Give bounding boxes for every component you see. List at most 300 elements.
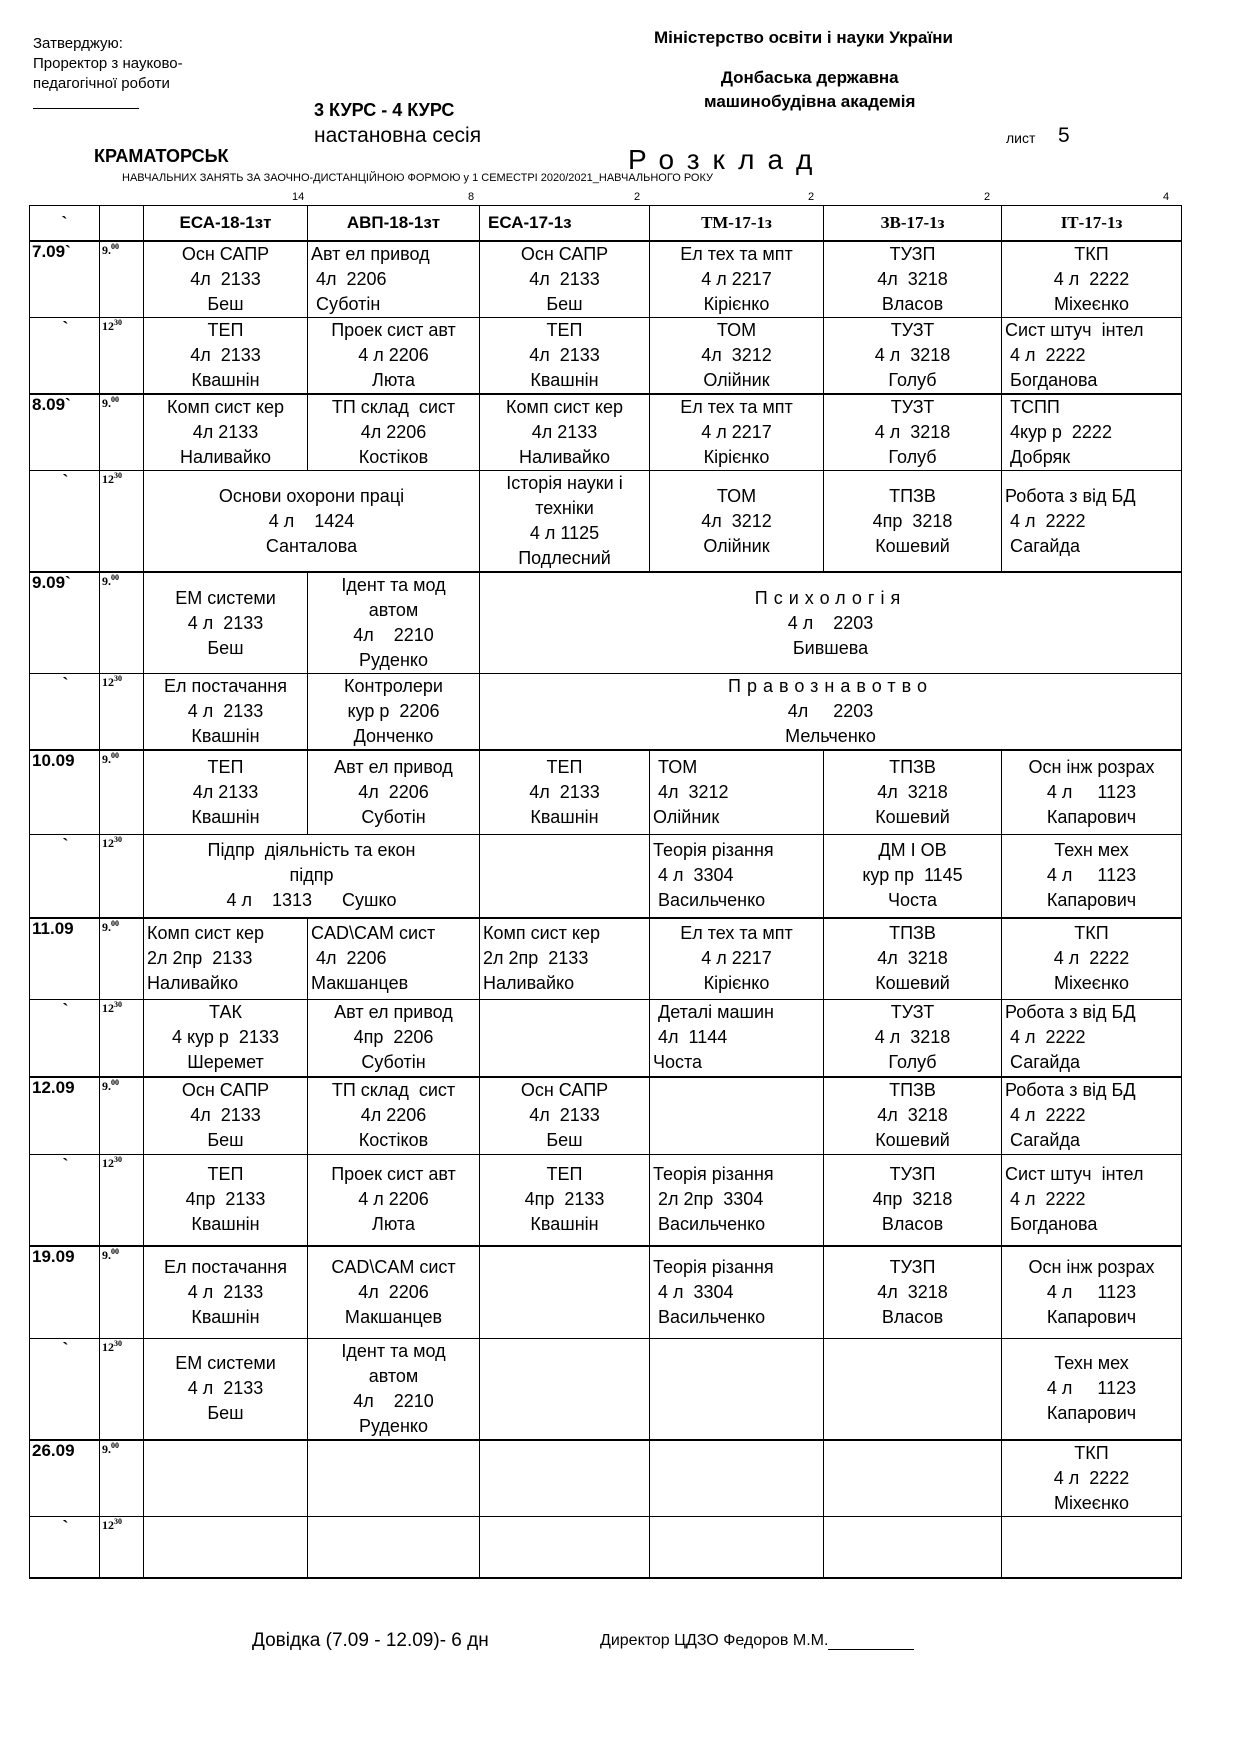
class-line: Комп сист кер [166,397,285,417]
class-line: Подлесний [518,548,611,568]
class-cell [480,918,650,999]
class-line: Васильченко [653,890,766,911]
time-hour: 9. [102,396,111,410]
class-line: Техн мех [1054,1353,1129,1373]
class-cell [1002,999,1182,1077]
class-cell [308,750,480,834]
class-line: Ел постачання [164,1256,287,1277]
class-line: 4 л 2133 [187,612,264,633]
student-count: 4 [1163,191,1170,203]
class-line: 4л 2206 [311,269,387,289]
class-cell [144,318,308,395]
class-line: Осн САПР [181,1080,270,1101]
class-line: Сагайда [1005,535,1080,556]
merged-class-cell [144,471,480,573]
merged-class-cell [480,674,1182,751]
class-cell [480,394,650,471]
class-cell [480,999,650,1077]
time-minutes: 00 [111,1078,119,1087]
class-line: 4пр 3218 [872,1189,953,1210]
date-cell: ` [30,1516,100,1578]
class-cell [1002,394,1182,471]
header-time-cell [100,206,144,242]
class-line: 4л 3218 [877,269,948,289]
class-cell [308,1154,480,1246]
class-cell [144,572,308,674]
class-line: 4л 3212 [701,345,772,365]
time-minutes: 00 [111,1247,119,1256]
class-line: 4 л 1125 [529,523,600,543]
class-line: ТКП [1074,1442,1109,1463]
class-line: Теорія різання [653,840,774,861]
approval-signature-line [33,108,139,109]
class-line: Суботін [361,806,426,827]
class-line: ТОМ [716,320,757,340]
class-line: 4 л 1123 [1046,1378,1137,1398]
time-minutes: 00 [111,919,119,928]
class-line: 4 л 2222 [1053,948,1130,969]
time-hour: 9. [102,920,111,934]
class-cell [1002,1246,1182,1338]
time-minutes: 00 [111,242,119,251]
class-line: Квашнін [191,726,260,746]
class-line: Ел постачання [164,676,287,696]
class-line: автом [368,1365,419,1386]
class-line: Робота з від БД [1005,485,1136,506]
class-line: Макшанцев [344,1306,443,1327]
time-hour: 9. [102,1079,111,1093]
class-line: Проек сист авт [331,1164,456,1185]
sheet-label: лист [1006,130,1036,146]
class-line: Наливайко [179,447,272,467]
class-line: Квашнін [530,806,599,827]
class-line: 4 л 3218 [874,422,951,442]
class-line: Добряк [1005,447,1071,467]
class-line: 4л 3218 [877,948,948,969]
class-cell [1002,1440,1182,1517]
class-line: 4л 2206 [358,781,429,802]
time-cell [100,918,144,999]
class-line: 4л 2210 [353,1390,434,1411]
approval-block [33,34,183,109]
class-line: ТЕП [546,1164,583,1185]
class-cell [480,1338,650,1440]
merged-class-cell [144,834,480,918]
group-header: ТМ-17-1з [650,206,824,242]
class-line: Квашнін [530,370,599,390]
time-cell [100,1440,144,1517]
class-line: Сист штуч інтел [1005,1164,1144,1185]
class-line: 4л 2206 [360,422,427,442]
date-cell: ` [30,1154,100,1246]
class-line: Осн САПР [520,1080,609,1101]
class-cell [824,1338,1002,1440]
academy-name [704,66,915,114]
class-line: Кошевий [875,1130,950,1151]
class-line: Беш [546,1130,583,1151]
date-cell: ` [30,471,100,573]
class-line: Беш [207,637,244,658]
schedule-row [30,1246,1182,1338]
class-line: Капарович [1046,806,1137,827]
class-cell [480,1077,650,1154]
class-line: 4л 2133 [529,345,600,365]
course-label: 3 КУРС - 4 КУРС [314,100,455,120]
class-line: Голуб [888,447,937,467]
class-line: Власов [881,294,944,314]
class-cell [650,918,824,999]
class-line: Наливайко [483,973,575,994]
class-line: ТПЗВ [889,1080,936,1101]
group-header: ЕСА-17-1з [480,206,650,242]
class-line: Квашнін [191,1306,260,1327]
time-minutes: 30 [114,999,122,1009]
director-signature [600,1632,914,1650]
class-cell [308,1516,480,1578]
session-label: настановна сесія [314,124,482,147]
schedule-row [30,318,1182,395]
class-line: ЕМ системи [175,587,276,608]
class-cell [650,999,824,1077]
class-line: 4л 3212 [701,510,772,531]
class-cell [650,318,824,395]
class-cell [308,1077,480,1154]
ministry-name: Міністерство освіти і науки України [654,28,953,47]
schedule-row [30,1154,1182,1246]
class-line: 4 л 2222 [1053,1467,1130,1488]
class-line: Макшанцев [311,973,409,994]
class-line: Міхеєнко [1053,1492,1129,1513]
class-cell [308,1246,480,1338]
class-line: Осн інж розрах [1028,1256,1155,1277]
class-line: 4л 3218 [877,781,948,802]
class-cell [1002,318,1182,395]
class-cell [480,318,650,395]
time-cell [100,394,144,471]
schedule-row [30,750,1182,834]
footer-note: Довідка (7.09 - 12.09)- 6 дн [252,1630,489,1651]
time-minutes: 00 [111,751,119,760]
class-cell [824,1077,1002,1154]
class-line: ТЕП [207,756,244,777]
class-cell [824,834,1002,918]
class-line: 4 л 2222 [1005,1027,1086,1048]
class-line: ТП склад сист [331,397,456,417]
class-line: 4 л 1123 [1046,1281,1137,1302]
class-line: 4 л 2133 [187,701,264,721]
group-header: ЗВ-17-1з [824,206,1002,242]
class-line: Сагайда [1005,1052,1080,1073]
class-cell [1002,1077,1182,1154]
date-cell: 10.09 [30,750,100,834]
time-cell [100,241,144,318]
class-line: ДМ І ОВ [878,840,947,861]
class-line: підпр [289,865,334,886]
class-cell [824,918,1002,999]
date-cell: 7.09` [30,241,100,318]
approval-line-3: педагогічної роботи [33,75,170,92]
class-line: ТПЗВ [889,756,936,777]
class-line: Голуб [888,1052,937,1073]
approval-line-1: Затверджую: [33,35,123,52]
class-line: ТОМ [716,485,757,506]
class-line: техніки [535,498,594,518]
class-line: Санталова [265,535,358,556]
class-line: Осн інж розрах [1028,756,1155,777]
page-title: Розклад [628,144,826,175]
class-line: Ел тех та мпт [680,397,793,417]
class-cell [308,1338,480,1440]
class-cell [144,750,308,834]
class-cell [308,918,480,999]
time-minutes: 30 [114,834,122,844]
class-line: Осн САПР [520,244,609,264]
class-line: Авт ел привод [334,756,453,777]
class-cell [650,1516,824,1578]
class-line: Олійник [653,806,720,827]
date-cell: ` [30,834,100,918]
class-line: ТЕП [546,756,583,777]
class-line: Руденко [359,1415,428,1436]
time-cell [100,750,144,834]
time-cell [100,1246,144,1338]
schedule-subtitle: НАВЧАЛЬНИХ ЗАНЯТЬ ЗА ЗАОЧНО-ДИСТАНЦІЙНОЮ ФОРМОЮ у 1 СЕМЕСТРІ 2020/2021_НАВЧАЛЬНОГО РОКУ [122,172,713,184]
class-line: Кошевий [875,973,950,994]
class-line: ТКП [1074,923,1109,944]
group-header: АВП-18-1зт [308,206,480,242]
class-cell [144,241,308,318]
schedule-row [30,1338,1182,1440]
class-cell [144,1246,308,1338]
class-line: 4 л 3304 [653,1281,734,1302]
class-cell [824,394,1002,471]
class-line: 4пр 2133 [524,1189,605,1210]
class-cell [308,318,480,395]
class-line: Квашнін [191,370,260,390]
class-line: ТПЗВ [889,485,936,506]
time-cell [100,674,144,751]
class-line: Комп сист кер [483,923,601,944]
class-line: Міхеєнко [1053,294,1129,314]
group-header: ІТ-17-1з [1002,206,1182,242]
class-line: 2л 2пр 2133 [147,948,253,969]
class-line: 4л 2133 [531,422,598,442]
class-line: Комп сист кер [505,397,624,417]
date-cell: 19.09 [30,1246,100,1338]
class-line: ТСПП [1005,397,1060,417]
class-line: Чоста [653,1052,703,1073]
class-cell [480,471,650,573]
time-cell [100,999,144,1077]
class-cell [650,1154,824,1246]
schedule-row [30,999,1182,1077]
class-line: ТОМ [653,756,698,777]
class-cell [308,999,480,1077]
class-cell [144,1154,308,1246]
schedule-row [30,674,1182,751]
date-cell: 12.09 [30,1077,100,1154]
class-cell [1002,241,1182,318]
time-cell [100,318,144,395]
schedule-row [30,918,1182,999]
class-line: 4 л 1424 [268,510,355,531]
class-line: 4 л 2203 [787,612,874,633]
merged-class-cell [480,572,1182,674]
student-count: 14 [292,191,305,203]
class-cell [308,241,480,318]
class-line: Міхеєнко [1053,973,1129,994]
class-line: Олійник [703,370,770,390]
time-minutes: 30 [114,674,122,683]
header-date-cell: ` [30,206,100,242]
class-cell [1002,834,1182,918]
class-cell [308,572,480,674]
class-line: Проек сист авт [331,320,456,340]
director-name: Директор ЦДЗО Федоров М.М. [600,1632,829,1649]
class-line: ТУЗП [889,1256,936,1277]
class-line: 4л 3218 [877,1105,948,1126]
class-line: 4 л 2217 [701,422,772,442]
class-line: Капарович [1046,1306,1137,1327]
time-minutes: 00 [111,1440,119,1450]
class-line: ТП склад сист [331,1080,456,1101]
class-line: Костіков [358,447,429,467]
date-cell: ` [30,999,100,1077]
class-cell [650,471,824,573]
time-hour: 12 [102,319,114,333]
class-line: 4л 2133 [190,1105,261,1126]
class-line: 4 л 1313 Сушко [226,890,397,911]
approval-line-2: Проректор з науково- [33,55,183,72]
class-line: Кошевий [875,806,950,827]
date-cell: ` [30,1338,100,1440]
class-line: Наливайко [147,973,239,994]
class-line: Беш [207,1403,244,1423]
student-count: 2 [634,191,641,203]
time-hour: 12 [102,1339,114,1354]
class-line: 4л 2133 [192,422,259,442]
class-cell [824,1516,1002,1578]
class-line: 4л 2133 [190,345,261,365]
date-cell: 26.09 [30,1440,100,1517]
class-line: 4кур р 2222 [1005,422,1112,442]
class-cell [480,241,650,318]
header-row [30,206,1182,242]
class-line: Підпр діяльність та екон [207,840,416,861]
time-cell [100,1338,144,1440]
class-line: 4 л 2222 [1005,510,1086,531]
class-line: Робота з від БД [1005,1002,1136,1023]
time-minutes: 30 [114,471,122,480]
class-line: Квашнін [191,1214,260,1235]
class-line: 4 л 2217 [701,948,772,969]
class-line: автом [368,600,419,620]
schedule-row [30,1516,1182,1578]
class-line: 4 л 2222 [1005,1189,1086,1210]
class-cell [1002,1516,1182,1578]
class-cell [480,1516,650,1578]
class-cell [1002,918,1182,999]
class-line: 4 л 2222 [1053,269,1130,289]
class-line: 4 л 1123 [1046,865,1137,886]
schedule-row [30,241,1182,318]
class-line: 4л 2133 [529,1105,600,1126]
class-cell [144,674,308,751]
student-count: 8 [468,191,475,203]
class-cell [650,750,824,834]
class-cell [824,1246,1002,1338]
class-line: ТУЗП [889,244,936,264]
class-line: Бившева [792,637,869,658]
time-hour: 12 [102,1000,114,1015]
class-cell [144,1516,308,1578]
class-line: Робота з від БД [1005,1080,1136,1101]
time-minutes: 30 [114,1154,122,1164]
class-line: ТЕП [207,320,244,340]
class-line: 4л 2133 [529,781,600,802]
class-line: Кірієнко [703,447,770,467]
class-line: Квашнін [191,806,260,827]
class-line: ТУЗП [889,1164,936,1185]
schedule-row [30,394,1182,471]
class-cell [144,1077,308,1154]
class-cell [1002,1338,1182,1440]
group-header: ЕСА-18-1зт [144,206,308,242]
time-hour: 9. [102,1441,111,1456]
class-cell [650,394,824,471]
date-cell: ` [30,674,100,751]
time-hour: 12 [102,835,114,850]
sheet-number: 5 [1058,124,1070,147]
time-cell [100,1516,144,1578]
class-line: 4пр 2206 [353,1027,434,1048]
class-line: кур р 2206 [347,701,440,721]
class-cell [1002,471,1182,573]
class-line: 4л 3218 [877,1281,948,1302]
class-cell [1002,1154,1182,1246]
class-line: 4 л 2133 [187,1378,264,1398]
class-line: 4л 3212 [653,781,729,802]
class-line: 4 л 2206 [358,345,429,365]
class-line: Люта [372,1214,415,1235]
schedule-row [30,1440,1182,1517]
city-label: КРАМАТОРСЬК [94,146,229,166]
class-cell [824,1154,1002,1246]
class-line: Беш [207,1130,244,1151]
time-hour: 12 [102,1517,114,1532]
class-cell [308,674,480,751]
class-line: Деталі машин [653,1002,774,1023]
class-line: Васильченко [653,1306,766,1327]
class-cell [144,999,308,1077]
class-line: Капарович [1046,890,1137,911]
time-hour: 12 [102,472,114,486]
class-line: 4 л 3218 [874,345,951,365]
time-minutes: 00 [111,395,119,404]
class-line: Руденко [359,650,428,670]
class-line: 4л 2210 [353,625,434,645]
class-line: Чоста [887,890,938,911]
time-minutes: 30 [114,1516,122,1526]
schedule-body [30,241,1182,1578]
academy-line-1: Донбаська державна [720,68,899,87]
class-line: 4пр 3218 [872,510,953,531]
class-line: Ел тех та мпт [680,923,793,944]
class-line: Мельченко [785,726,876,746]
class-line: 4 л 2206 [358,1189,429,1210]
date-cell: 8.09` [30,394,100,471]
class-cell [824,999,1002,1077]
